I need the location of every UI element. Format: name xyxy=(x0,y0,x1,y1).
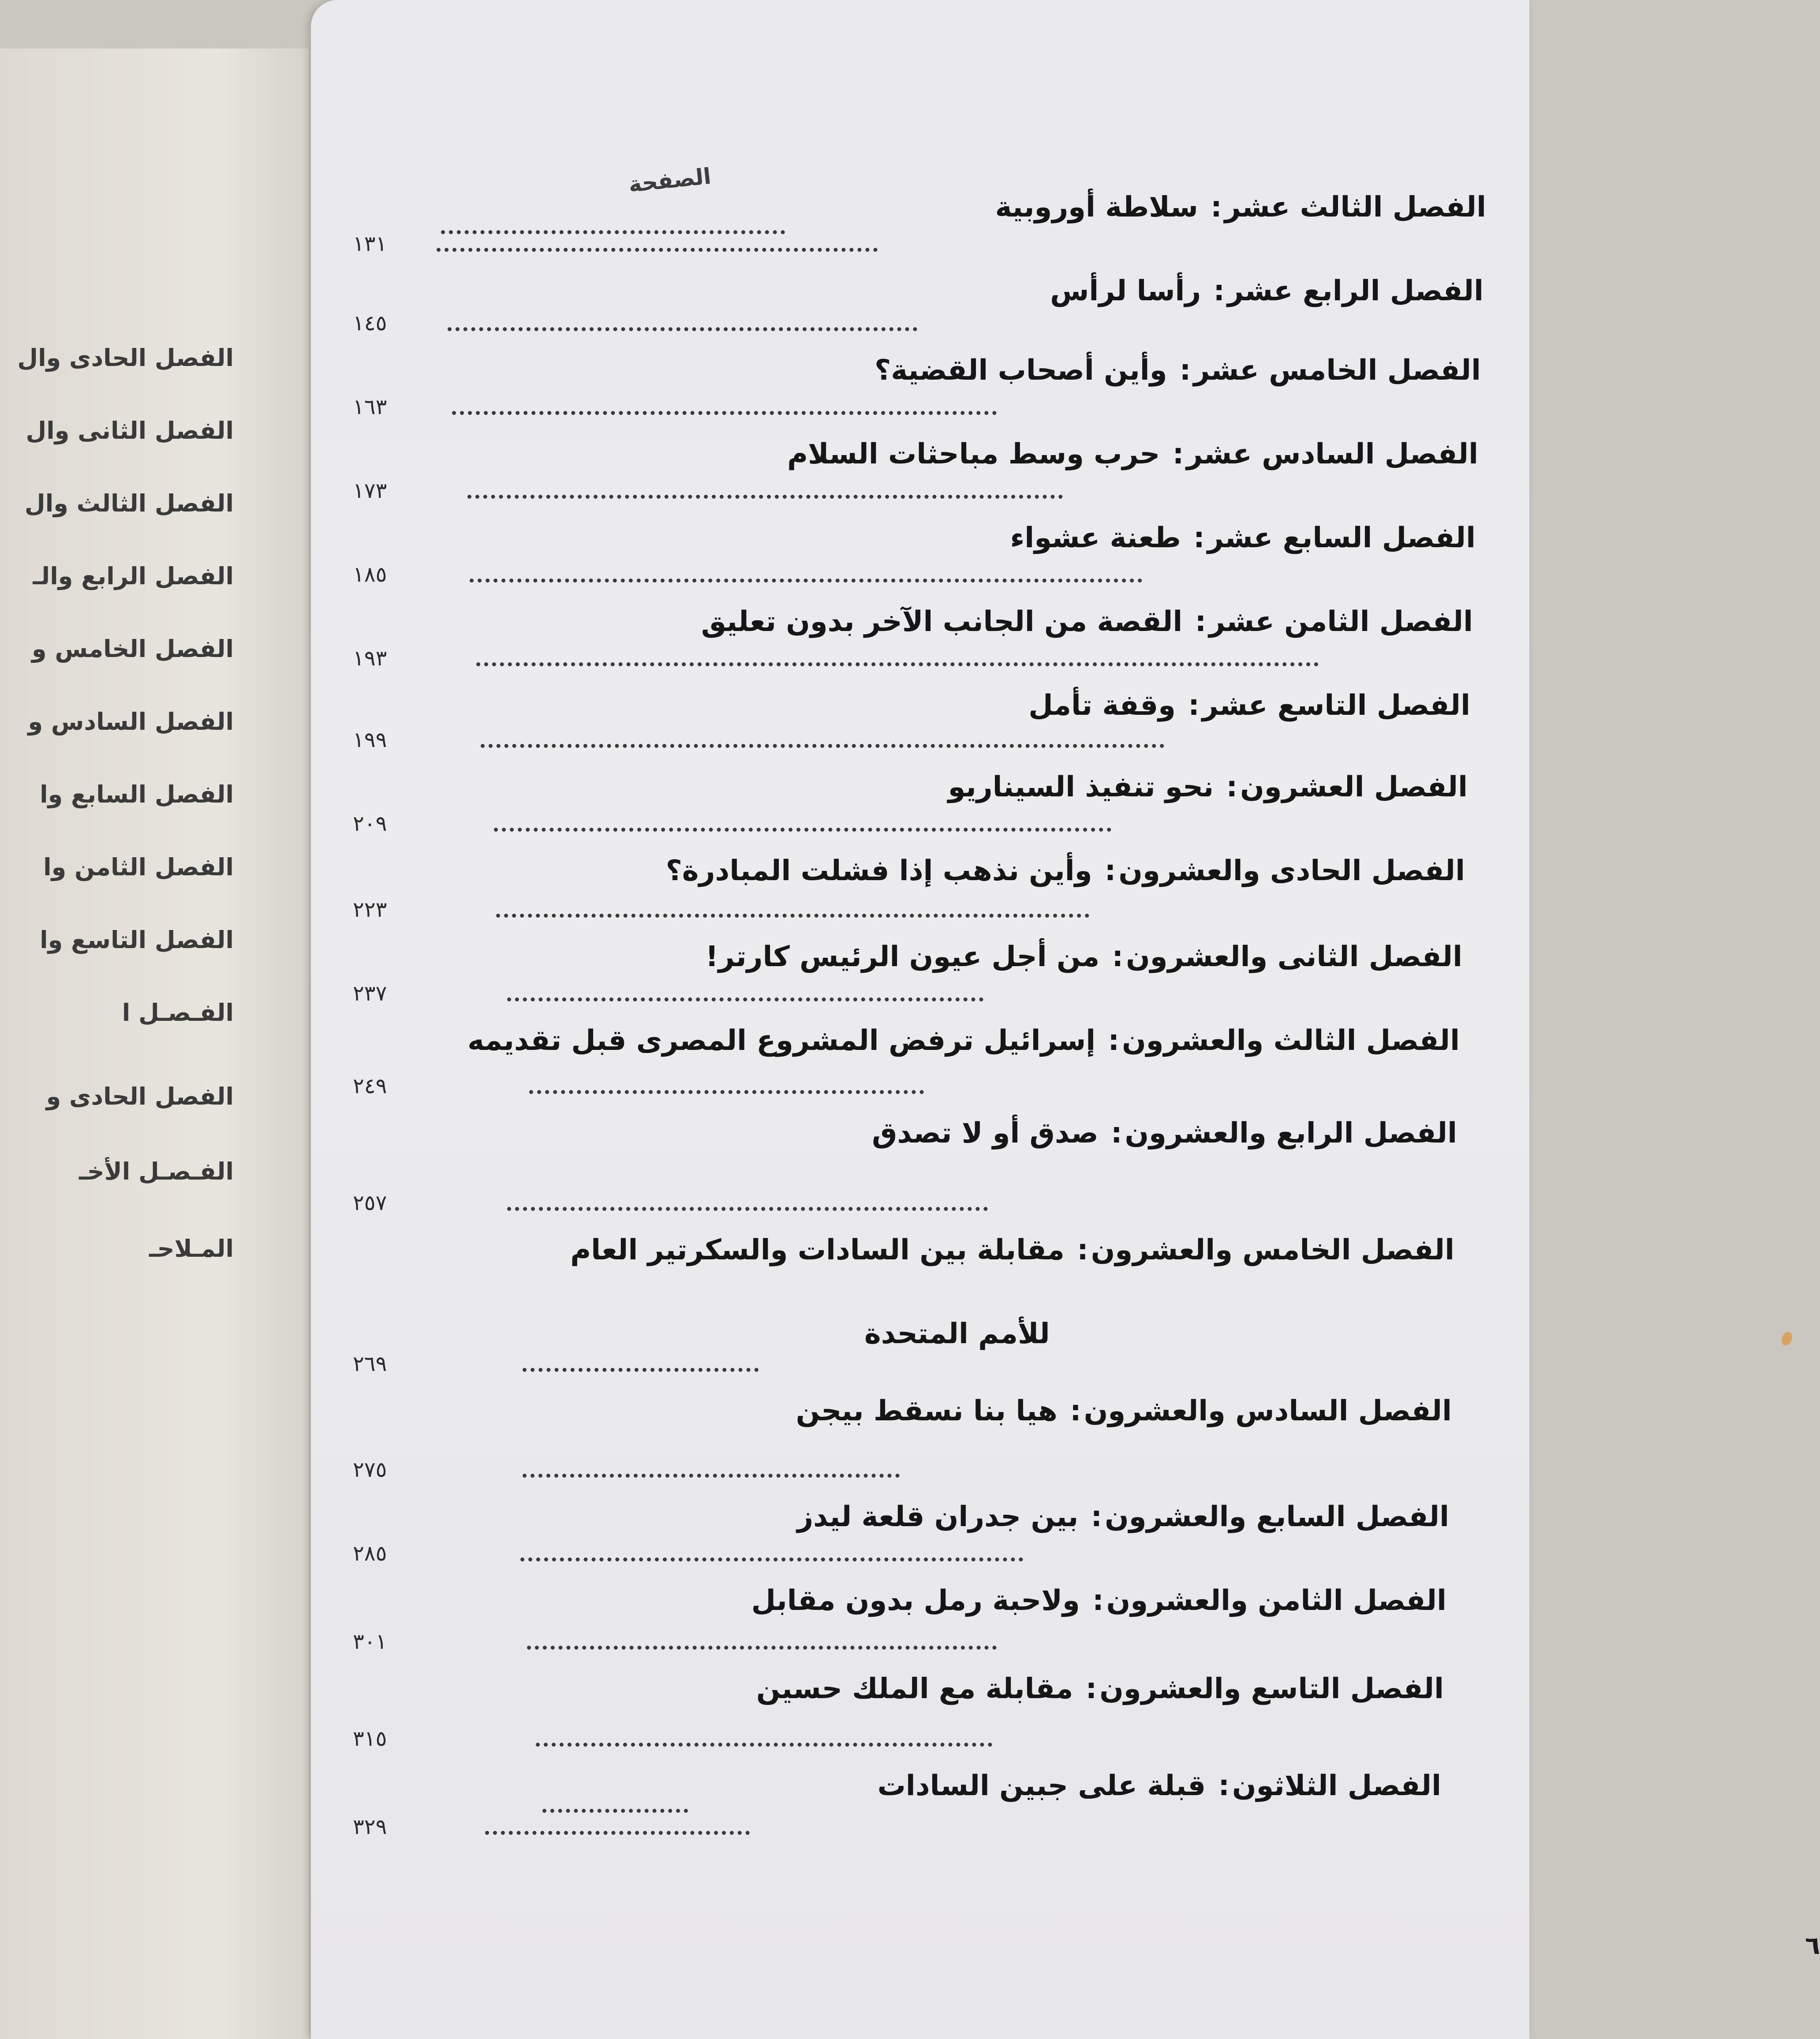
leader-dots xyxy=(452,406,997,415)
paper-stain xyxy=(1780,1330,1794,1347)
chapter-separator: : xyxy=(1085,1673,1097,1705)
toc-entry-title-line xyxy=(995,185,1486,229)
chapter-separator: : xyxy=(1077,1234,1088,1266)
chapter-label: الفصل الخامس عشر xyxy=(1193,354,1481,387)
chapter-separator: : xyxy=(1218,1770,1230,1802)
leader-dots xyxy=(476,657,1319,666)
chapter-title: قبلة على جبين السادات xyxy=(877,1770,1216,1802)
page-number: ٢٢٣ xyxy=(353,897,387,922)
left-page-line: الفـصـل الأخـ xyxy=(79,1158,234,1185)
toc-entry xyxy=(353,1815,1486,1927)
chapter-label: الفصل السابع والعشرون xyxy=(1105,1501,1449,1533)
left-page-line: الفصل السابع وا xyxy=(40,780,234,808)
page-number: ١٩٩ xyxy=(353,728,387,752)
page-number: ١٣١ xyxy=(353,232,387,256)
toc-entry xyxy=(353,646,1486,745)
page-number: ٢٦٩ xyxy=(353,1352,387,1376)
chapter-title: إسرائيل ترفض المشروع المصرى قبل تقديمه xyxy=(467,1024,1106,1057)
chapter-title: حرب وسط مباحثات السلام xyxy=(787,438,1170,471)
chapter-title: ولاحبة رمل بدون مقابل xyxy=(751,1584,1090,1617)
chapter-title-continuation: للأمم المتحدة xyxy=(864,1318,1050,1350)
page-number: ١٦٣ xyxy=(353,395,387,419)
toc-entry-title-line xyxy=(1028,683,1470,728)
chapter-title: رأسا لرأس xyxy=(1050,275,1211,307)
page-number: ١٤٥ xyxy=(353,311,387,336)
toc-entry-title-line xyxy=(666,849,1465,893)
chapter-label: الفصل العشرون xyxy=(1240,771,1468,803)
chapter-label: الفصل السادس والعشرون xyxy=(1084,1395,1452,1427)
chapter-separator: : xyxy=(1092,1584,1104,1617)
page-number: ٢٨٥ xyxy=(353,1541,387,1566)
page-number: ٢٧٥ xyxy=(353,1457,387,1482)
toc-entry xyxy=(353,981,1486,1080)
leader-dots xyxy=(494,822,1111,832)
page-number: ٣١٥ xyxy=(353,1726,387,1751)
leader-dots xyxy=(496,908,1089,918)
leader-dots xyxy=(527,1640,997,1650)
chapter-title: من أجل عيون الرئيس كارتر! xyxy=(705,941,1110,973)
chapter-title: القصة من الجانب الآخر بدون تعليق xyxy=(701,605,1192,638)
toc-entry xyxy=(353,1726,1486,1826)
leader-dots xyxy=(470,573,1142,583)
left-page-line: الفصل الحادى وال xyxy=(17,344,234,372)
page-number: ٢٥٧ xyxy=(353,1191,387,1215)
leader-dots xyxy=(520,1552,1023,1561)
toc-entry-title-line xyxy=(1050,269,1484,313)
page-number: ٣٢٩ xyxy=(353,1815,387,1839)
chapter-title: صدق أو لا تصدق xyxy=(872,1117,1108,1150)
page-number: ١٧٣ xyxy=(353,478,387,503)
chapter-separator: : xyxy=(1193,522,1205,554)
toc-entry xyxy=(362,185,1486,247)
chapter-label: الفصل السادس عشر xyxy=(1186,438,1478,471)
chapter-label: الفصل الرابع والعشرون xyxy=(1125,1117,1457,1150)
chapter-label: الفصل الثالث عشر xyxy=(1224,191,1486,224)
toc-entry-title-line xyxy=(467,1019,1460,1063)
chapter-label: الفصل الثامن عشر xyxy=(1209,605,1473,638)
toc-entry-title-line xyxy=(706,935,1462,979)
chapter-separator: : xyxy=(1108,1024,1120,1057)
chapter-separator: : xyxy=(1112,941,1124,973)
chapter-title: بين جدران قلعة ليدز xyxy=(797,1501,1088,1533)
chapter-label: الفصل الرابع عشر xyxy=(1227,275,1484,307)
toc-entry-title-line xyxy=(756,1667,1444,1711)
chapter-title: مقابلة مع الملك حسين xyxy=(756,1673,1083,1705)
chapter-separator: : xyxy=(1179,354,1191,387)
chapter-label: الفصل الثلاثون xyxy=(1232,1770,1441,1802)
page-number: ٢٣٧ xyxy=(353,981,387,1006)
chapter-separator: : xyxy=(1104,855,1116,887)
leader-dots xyxy=(507,1202,988,1211)
chapter-label: الفصل الخامس والعشرون xyxy=(1091,1234,1454,1266)
toc-entry xyxy=(353,1352,1486,1451)
toc-entry-title-line xyxy=(878,1764,1441,1808)
left-page-line: الفصل الخامس و xyxy=(32,635,234,663)
left-page-line: الفصل الحادى و xyxy=(46,1083,234,1110)
chapter-label: الفصل الحادى والعشرون xyxy=(1118,855,1465,887)
chapter-separator: : xyxy=(1110,1117,1122,1150)
chapter-label: الفصل التاسع عشر xyxy=(1202,689,1470,722)
page-number: ١٨٥ xyxy=(353,562,387,587)
toc-entry-title-line xyxy=(701,600,1473,644)
chapter-title: سلاطة أوروبية xyxy=(995,191,1208,224)
left-page-line: الفصل الثالث وال xyxy=(24,489,234,517)
chapter-label: الفصل الثانى والعشرون xyxy=(1126,941,1462,973)
leader-dots xyxy=(529,1085,924,1094)
page-number: ٣٠١ xyxy=(353,1629,387,1654)
toc-entry xyxy=(353,1541,1486,1640)
chapter-label: الفصل الثامن والعشرون xyxy=(1106,1584,1446,1617)
leader-dots xyxy=(448,322,917,331)
toc-entry-title-line xyxy=(797,1495,1449,1539)
chapter-separator: : xyxy=(1172,438,1184,471)
chapter-separator: : xyxy=(1091,1501,1102,1533)
toc-entry-title-line xyxy=(874,348,1481,392)
leader-dots xyxy=(542,1804,688,1813)
page-number: ٢٠٩ xyxy=(353,811,387,836)
chapter-label: الفصل التاسع والعشرون xyxy=(1099,1673,1444,1705)
chapter-title: مقابلة بين السادات والسكرتير العام xyxy=(570,1234,1075,1266)
toc-entry xyxy=(353,1629,1486,1729)
chapter-label: الفصل السابع عشر xyxy=(1207,522,1476,554)
page-column-header: الصفحة xyxy=(627,163,713,198)
left-page-line: الفصل السادس و xyxy=(28,708,234,736)
leader-dots xyxy=(441,225,785,234)
chapter-title: طعنة عشواء xyxy=(1010,522,1191,554)
leader-dots xyxy=(437,243,878,252)
chapter-title: نحو تنفيذ السيناريو xyxy=(948,771,1224,803)
toc-entry-title-line xyxy=(948,765,1468,809)
leader-dots xyxy=(507,992,983,1001)
chapter-title: وأين أصحاب القضية؟ xyxy=(874,354,1177,387)
toc-entry-title-line xyxy=(1010,516,1476,560)
chapter-separator: : xyxy=(1213,275,1225,307)
toc-entry xyxy=(353,232,1486,331)
left-page-line: الفصل التاسع وا xyxy=(40,926,234,954)
left-page-line: الفـصـل ا xyxy=(122,999,234,1027)
leader-dots xyxy=(467,489,1063,499)
leader-dots xyxy=(523,1363,759,1372)
left-page-line: الفصل الرابع والـ xyxy=(33,562,234,590)
page-folio-number: ٦ xyxy=(1805,1931,1820,1960)
toc-entry xyxy=(353,1074,1486,1173)
chapter-title: وقفة تأمل xyxy=(1028,689,1186,722)
chapter-title: وأين نذهب إذا فشلت المبادرة؟ xyxy=(665,855,1102,887)
leader-dots xyxy=(485,1826,750,1835)
leader-dots xyxy=(523,1468,900,1478)
chapter-separator: : xyxy=(1195,605,1207,638)
chapter-separator: : xyxy=(1070,1395,1081,1427)
toc-entry-title-line xyxy=(751,1579,1446,1623)
chapter-title: هيا بنا نسقط بيجن xyxy=(796,1395,1068,1427)
left-page-line: الفصل الثامن وا xyxy=(43,853,234,881)
toc-entry-title-line xyxy=(872,1111,1457,1155)
toc-entry-title-line xyxy=(796,1389,1452,1433)
previous-page-edge xyxy=(0,49,309,2039)
leader-dots xyxy=(536,1737,992,1747)
toc-entry-title-line xyxy=(570,1228,1454,1272)
toc-entry xyxy=(353,1191,1486,1350)
toc-entry-title-line xyxy=(787,432,1478,476)
left-page-line: الفصل الثانى وال xyxy=(26,417,234,444)
left-page-line: المـلاحـ xyxy=(149,1235,234,1262)
chapter-separator: : xyxy=(1226,771,1238,803)
page-number: ٢٤٩ xyxy=(353,1074,387,1098)
leader-dots xyxy=(481,739,1164,748)
chapter-separator: : xyxy=(1211,191,1222,224)
chapter-label: الفصل الثالث والعشرون xyxy=(1122,1024,1460,1057)
chapter-separator: : xyxy=(1188,689,1200,722)
page-number: ١٩٣ xyxy=(353,646,387,671)
